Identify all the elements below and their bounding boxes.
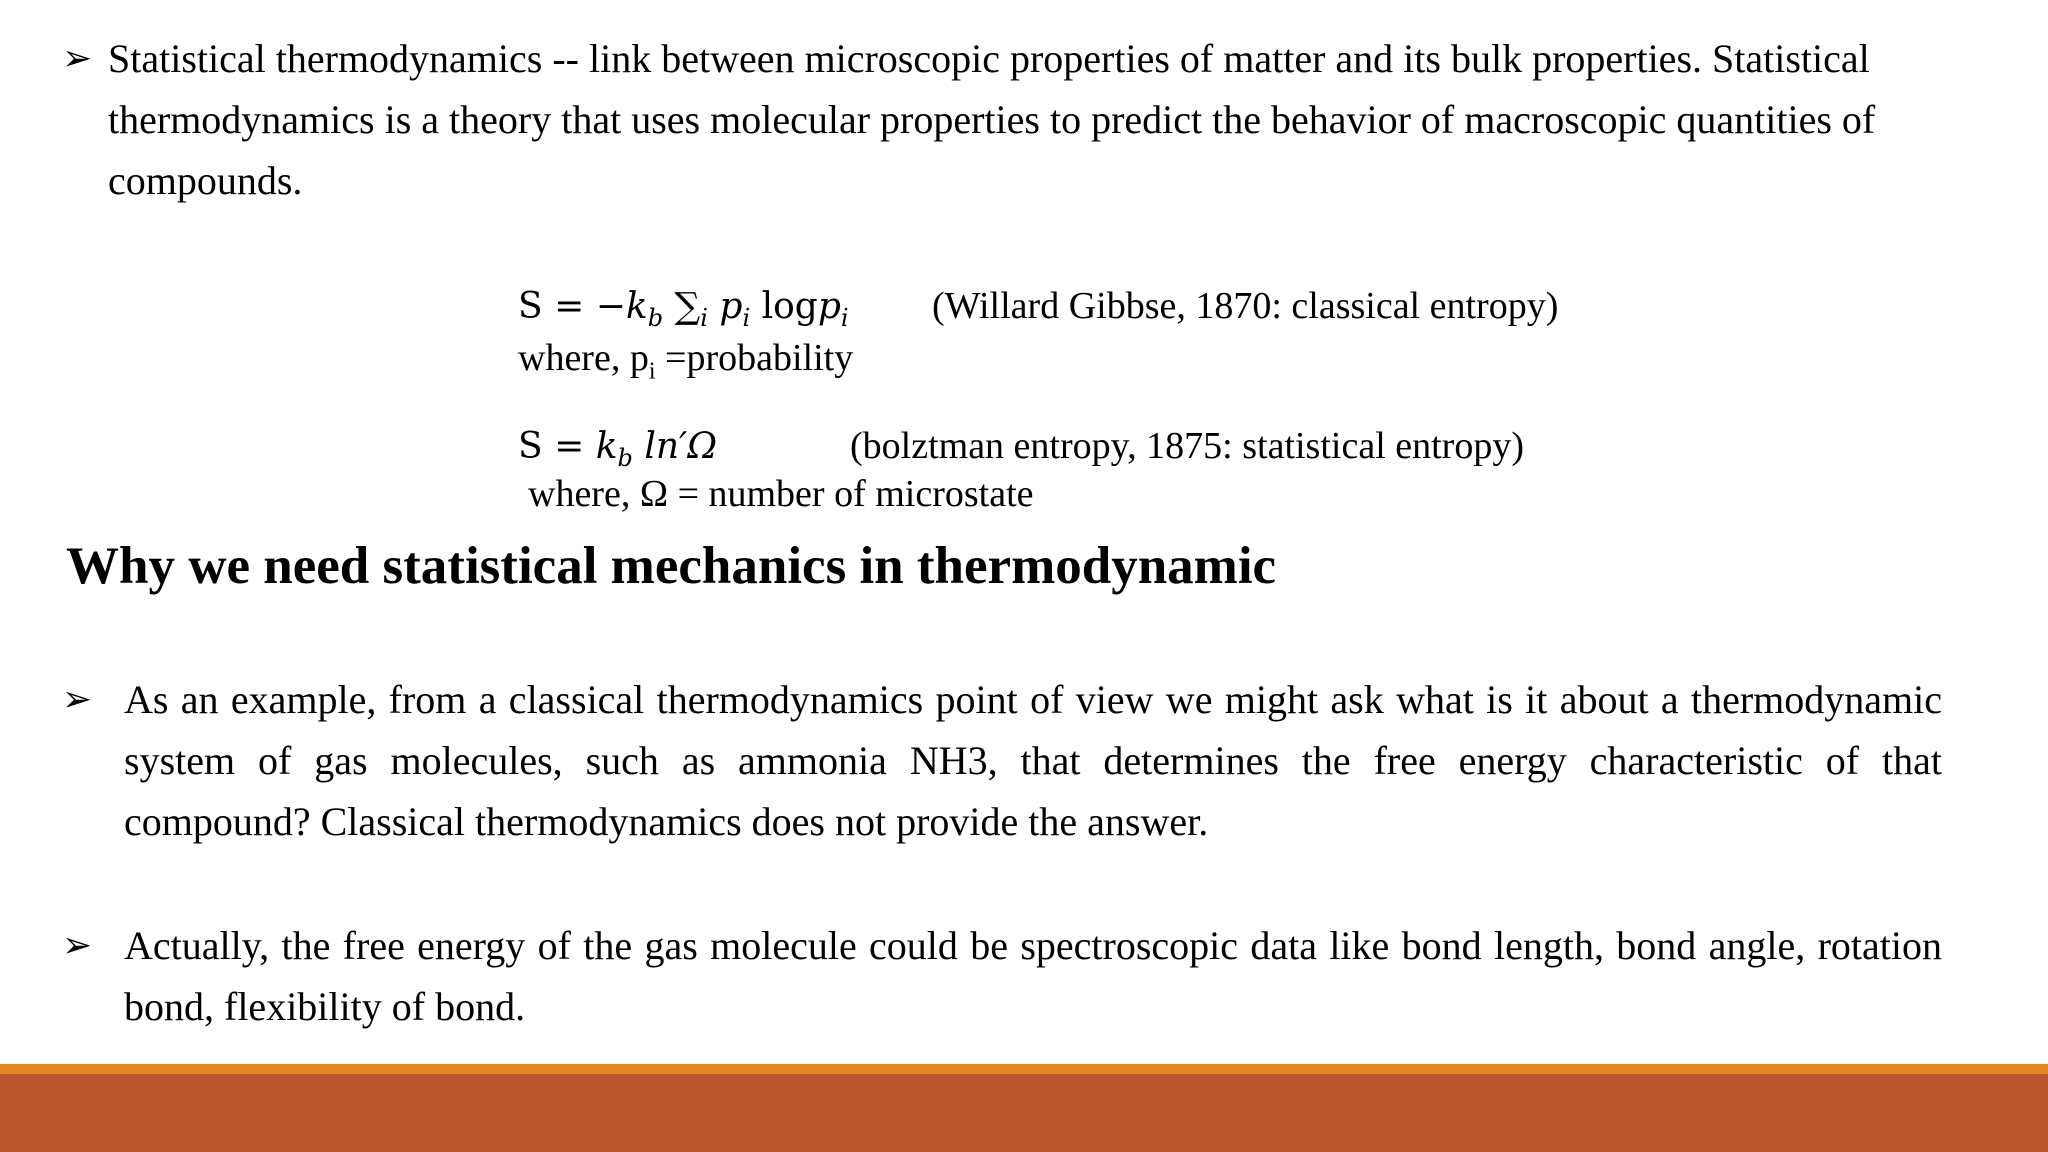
bullet-text: Actually, the free energy of the gas molecule could be spectroscopic data like bond length, bond angle, rotation bond, flexibility of bond. bbox=[124, 923, 1942, 1029]
boltzmann-entropy-equation: $S = k_b$ ln′Ω bbox=[518, 426, 718, 473]
boltzmann-where-note: where, Ω = number of microstate bbox=[528, 473, 1034, 515]
bullet-statistical-thermodynamics bbox=[62, 28, 1962, 211]
arrow-bullet-icon: ➢ bbox=[62, 38, 93, 79]
bullet-free-energy-spectroscopic bbox=[62, 915, 1942, 1037]
arrow-bullet-icon: ➢ bbox=[62, 679, 93, 720]
gibbs-entropy-caption: (Willard Gibbse, 1870: classical entropy) bbox=[932, 285, 1559, 327]
bullet-text: As an example, from a classical thermodynamics point of view we might ask what is it about a thermodynamic system of gas molecules, such as ammonia NH3, that determines the free energy characteristic of that compound? Classical thermodynamics does not provide the answer. bbox=[124, 677, 1942, 844]
gibbs-entropy-equation: $S = -k_b$ $\sum_i$ $p_i$ logp$_i$ bbox=[518, 286, 849, 333]
arrow-bullet-icon: ➢ bbox=[62, 925, 93, 966]
bullet-text: Statistical thermodynamics -- link between microscopic properties of matter and its bulk properties. Statistical thermodynamics is a theory that uses molecular properties to predict the behavior of macroscopic quantities of compounds. bbox=[108, 36, 1876, 203]
gibbs-where-note: where, $p_i$ =probability bbox=[518, 337, 854, 385]
boltzmann-entropy-caption: (bolztman entropy, 1875: statistical entropy) bbox=[850, 425, 1524, 467]
footer-bar bbox=[0, 1074, 2048, 1152]
footer-accent-line bbox=[0, 1064, 2048, 1074]
section-heading: Why we need statistical mechanics in thermodynamic bbox=[66, 537, 1277, 595]
bullet-ammonia-example bbox=[62, 669, 1942, 852]
